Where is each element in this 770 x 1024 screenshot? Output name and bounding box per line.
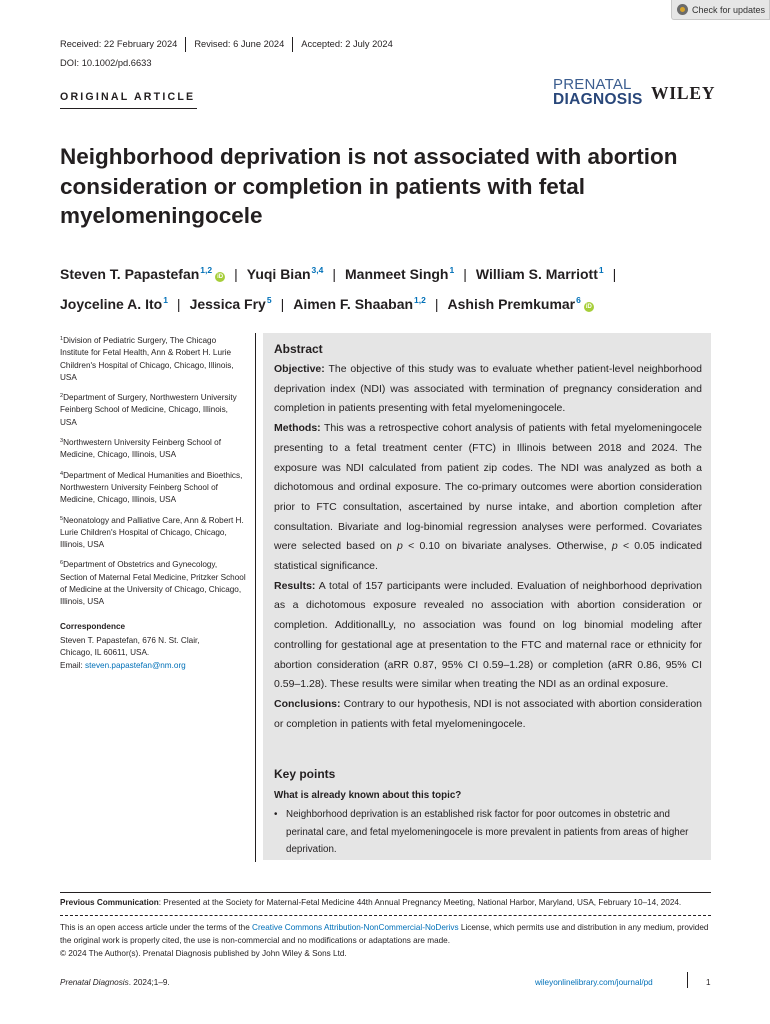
author[interactable]: Manmeet Singh$^1$ <box>345 265 455 282</box>
check-for-updates-label: Check for updates <box>692 4 766 15</box>
abstract-objective: Objective: The objective of this study was to evaluate whether patient-level neighborhood deprivation index (NDI) was associated with termination of pregnancy consideration and completion in patients presenting with fetal myelomeningocele. <box>274 363 702 415</box>
key-point-text: Neighborhood deprivation is an established risk factor for poor outcomes in obstetric and perinatal care, and fetal myelomeningocele is more prevalent in patients from areas of higher deprivation. <box>286 809 689 855</box>
key-point-item <box>274 806 702 859</box>
page-number: 1 <box>706 978 711 987</box>
abstract <box>274 341 702 734</box>
license-notice: This is an open access article under the terms of the Creative Commons Attribution-NonCommercial-NoDerivs License, which permits use and distribution in any medium, provided the original work is properly cited, the use is non-commercial and no modifications or adaptations are made. © 2024 The Author(s). Prenatal Diagnosis published by John Wiley & Sons Ltd. <box>60 923 709 958</box>
journal-logo-line1: PRENATAL <box>553 76 632 93</box>
author[interactable]: Steven T. Papastefan$^{1,2}$iD <box>60 265 224 282</box>
accepted-date: Accepted: 2 July 2024 <box>301 39 393 49</box>
journal-logo[interactable] <box>553 77 643 108</box>
article-type: ORIGINAL ARTICLE <box>60 91 196 103</box>
journal-url-link[interactable]: wileyonlinelibrary.com/journal/pd <box>535 978 653 987</box>
footer-divider <box>687 972 688 988</box>
journal-logo-line2: DIAGNOSIS <box>553 91 643 108</box>
check-for-updates-button[interactable] <box>671 0 770 20</box>
affiliations <box>60 333 246 672</box>
abstract-heading: Abstract <box>274 342 323 356</box>
article-dates <box>60 37 401 52</box>
abstract-conclusions: Conclusions: Contrary to our hypothesis, NDI is not associated with abortion consideration or completion in patients with fetal myelomeningocele. <box>274 697 702 730</box>
affiliation: $^2$Department of Surgery, Northwestern University Feinberg School of Medicine, Chicago, Illinois, USA <box>60 393 237 427</box>
author[interactable]: Aimen F. Shaaban$^{1,2}$ <box>293 295 426 312</box>
affiliation: $^3$Northwestern University Feinberg School of Medicine, Chicago, Illinois, USA <box>60 438 221 460</box>
key-points <box>274 767 702 859</box>
license-divider <box>60 915 711 916</box>
abstract-methods: Methods: This was a retrospective cohort analysis of patients with fetal myelomeningocele presenting to a fetal treatment center (FTC) in Illinois between 2018 and 2024. The exposure was NDI calculated from patient zip codes. The NDI was analyzed as both a dichotomous and ordinal exposure. The co-primary outcomes were abortion consideration prior to FTC consultation, ascertained by nurse intake, and abortion completion after consultation. Bivariate and log-binomial regression analyses were performed. Covariates were selected based on p < 0.10 on bivariate analyses. Otherwise, p < 0.05 indicated statistical significance. <box>274 422 702 573</box>
author[interactable]: Yuqi Bian$^{3,4}$ <box>246 265 324 282</box>
correspondence-address: Steven T. Papastefan, 676 N. St. Clair, <box>60 635 200 645</box>
revised-date: Revised: 6 June 2024 <box>186 37 293 52</box>
journal-citation: Prenatal Diagnosis. 2024;1–9. <box>60 978 170 987</box>
author[interactable]: Jessica Fry$^5$ <box>189 295 272 312</box>
affiliation: $^5$Neonatology and Palliative Care, Ann & Robert H. Lurie Children's Hospital of Chicago, Chicago, Illinois, USA <box>60 515 244 550</box>
column-divider <box>255 333 256 862</box>
correspondence <box>60 621 246 672</box>
footnote-divider <box>60 892 711 893</box>
affiliation: $^1$Division of Pediatric Surgery, The Chicago Institute for Fetal Health, Ann & Robert H. Lurie Children's Hospital of Chicago, Chicago, Illinois, USA <box>60 336 234 382</box>
correspondence-city: Chicago, IL 60611, USA. <box>60 648 150 658</box>
key-points-subheading: What is already known about this topic? <box>274 790 462 801</box>
orcid-icon[interactable]: iD <box>585 304 592 310</box>
email-link[interactable]: steven.papastefan@nm.org <box>85 660 186 670</box>
author-list: Steven T. Papastefan$^{1,2}$iD | Yuqi Bian$^{3,4}$ | Manmeet Singh$^1$ | William S. Marriott$^1$ | Joyceline A. Ito$^1$ | Jessica Fry$^5$ | Aimen F. Shaaban$^{1,2}$ | Ashish Premkumar$^6$iD <box>60 265 617 312</box>
received-date: Received: 22 February 2024 <box>60 37 186 52</box>
article-title: Neighborhood deprivation is not associated with abortion consideration or completion in patients with fetal myelomeningocele <box>60 144 678 228</box>
email-label: Email: <box>60 660 86 670</box>
bullet-icon: • <box>274 809 278 820</box>
copyright: © 2024 The Author(s). Prenatal Diagnosis published by John Wiley & Sons Ltd. <box>60 949 347 958</box>
publisher-logo[interactable]: WILEY <box>651 83 716 103</box>
previous-communication: Previous Communication: Presented at the Society for Maternal-Fetal Medicine 44th Annual Pregnancy Meeting, National Harbor, Maryland, USA, February 10–14, 2024. <box>60 898 682 907</box>
license-link[interactable]: Creative Commons Attribution-NonCommercial-NoDerivs <box>252 923 459 932</box>
correspondence-heading: Correspondence <box>60 621 126 631</box>
affiliation: $^4$Department of Medical Humanities and Bioethics, Northwestern University Feinberg School of Medicine, Chicago, Illinois, USA <box>60 470 243 505</box>
check-for-updates-icon <box>677 4 688 15</box>
author[interactable]: Joyceline A. Ito$^1$ <box>60 295 168 312</box>
orcid-icon[interactable]: iD <box>217 274 224 280</box>
abstract-results: Results: A total of 157 participants were included. Evaluation of neighborhood deprivation as a dichotomous exposure revealed no association with abortion consideration or completion. AdditionallLy, no association was found on log binomial modeling after controlling for gestational age at presentation to the FTC and maternal race or ethnicity for abortion consideration (aRR 0.87, 95% CI 0.59–1.28) or completion (aRR 0.86, 95% CI 0.59–1.28). These results were similar when treating the NDI as an ordinal exposure. <box>274 579 702 691</box>
author[interactable]: Ashish Premkumar$^6$iD <box>447 295 592 312</box>
affiliation: $^6$Department of Obstetrics and Gynecology, Section of Maternal Fetal Medicine, Pritzker School of Medicine at the University of Chicago, Chicago, Illinois, USA <box>60 560 246 607</box>
key-points-heading: Key points <box>274 767 336 781</box>
doi[interactable]: DOI: 10.1002/pd.6633 <box>60 58 152 68</box>
author[interactable]: William S. Marriott$^1$ <box>475 265 604 282</box>
article-type-underline <box>60 108 197 109</box>
